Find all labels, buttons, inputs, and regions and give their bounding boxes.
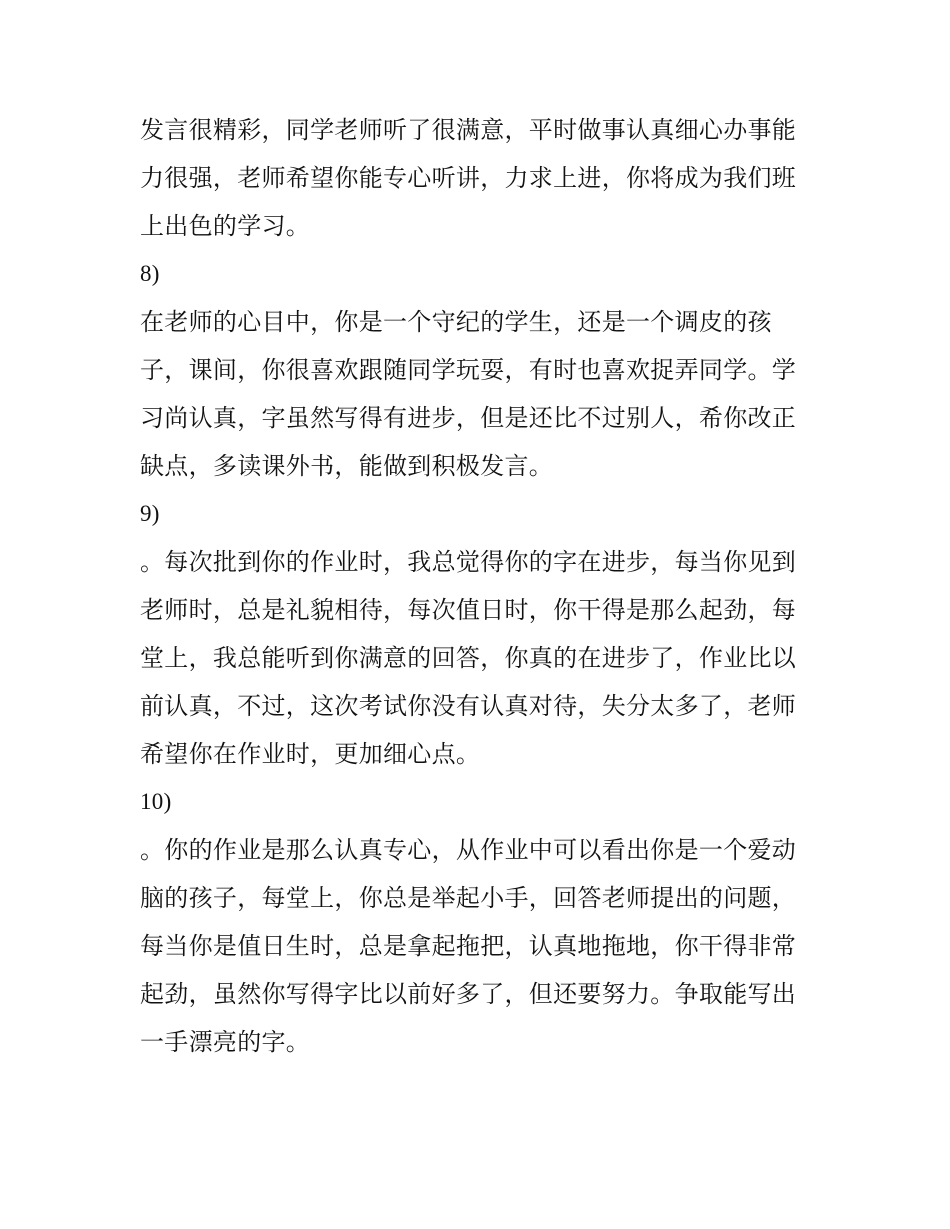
text-line: 力很强，老师希望你能专心听讲，力求上进，你将成为我们班: [140, 164, 797, 192]
paragraph-comment-10: [140, 826, 820, 1066]
text-line: 发言很精彩，同学老师听了很满意，平时做事认真细心办事能: [140, 116, 797, 144]
text-line: 。你的作业是那么认真专心，从作业中可以看出你是一个爱动: [140, 836, 797, 864]
item-number-10: 10): [140, 789, 172, 814]
paragraph-comment-9: [140, 538, 820, 778]
paragraph-comment-7-end: [140, 106, 820, 250]
text-line: 缺点，多读课外书，能做到积极发言。: [140, 452, 554, 480]
item-number-8: 8): [140, 261, 160, 286]
text-line: 老师时，总是礼貌相待，每次值日时，你干得是那么起劲，每: [140, 596, 797, 624]
text-line: 前认真，不过，这次考试你没有认真对待，失分太多了，老师: [140, 692, 797, 720]
text-line: 脑的孩子，每堂上，你总是举起小手，回答老师提出的问题，: [140, 884, 797, 912]
text-line: 每当你是值日生时，总是拿起拖把，认真地拖地，你干得非常: [140, 932, 797, 960]
text-line: 一手漂亮的字。: [140, 1028, 311, 1056]
text-line: 堂上，我总能听到你满意的回答，你真的在进步了，作业比以: [140, 644, 797, 672]
text-line: 在老师的心目中，你是一个守纪的学生，还是一个调皮的孩: [140, 308, 772, 336]
document-body: [140, 106, 820, 1066]
text-line: 习尚认真，字虽然写得有进步，但是还比不过别人，希你改正: [140, 404, 797, 432]
text-line: 希望你在作业时，更加细心点。: [140, 740, 481, 768]
text-line: 起劲，虽然你写得字比以前好多了，但还要努力。争取能写出: [140, 980, 797, 1008]
item-number-9: 9): [140, 501, 160, 526]
text-line: 。每次批到你的作业时，我总觉得你的字在进步，每当你见到: [140, 548, 797, 576]
paragraph-comment-8: [140, 298, 820, 490]
text-line: 上出色的学习。: [140, 212, 311, 240]
text-line: 子，课间，你很喜欢跟随同学玩耍，有时也喜欢捉弄同学。学: [140, 356, 797, 384]
